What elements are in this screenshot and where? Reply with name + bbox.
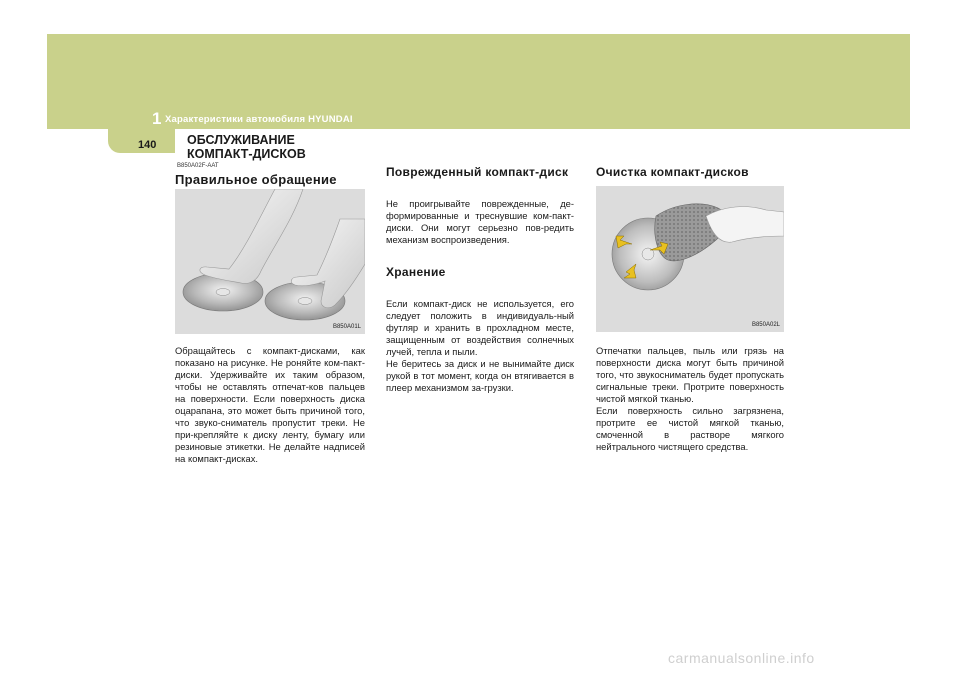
chapter-number: 1 — [152, 109, 162, 128]
heading-cleaning: Очистка компакт-дисков — [596, 165, 749, 179]
section-title-line2: КОМПАКТ-ДИСКОВ — [187, 147, 306, 161]
heading-storage: Хранение — [386, 265, 446, 279]
hand-left — [200, 189, 303, 284]
heading-damaged-cd: Поврежденный компакт-диск — [386, 165, 569, 179]
text-storage — [386, 298, 574, 394]
paragraph-cleaning-1: Отпечатки пальцев, пыль или грязь на поверхности диска могут быть причиной того, что звукосниматель будет пропускать сигнальные треки. Протрите поверхность чистой мягкой тканью. — [596, 345, 784, 404]
cleaning-illustration — [596, 186, 784, 332]
text-damaged-cd — [386, 198, 574, 246]
text-cleaning — [596, 345, 784, 453]
paragraph-cleaning-2: Если поверхность сильно загрязнена, протрите ее чистой мягкой тканью, смоченной в растворе мягкого нейтрального чистящего средства. — [596, 405, 784, 452]
text-handling — [175, 345, 365, 465]
paragraph-storage-1: Если компакт-диск не используется, его следует положить в индивидуаль-ный футляр и хранить в прохладном месте, защищенным от воздействия солнечных лучей, тепла и пыли. — [386, 298, 574, 357]
heading-handling: Правильное обращение — [175, 172, 337, 187]
paragraph-storage-2: Не беритесь за диск и не вынимайте диск рукой в тот момент, когда он втягивается в плеер механизмом за-грузки. — [386, 358, 574, 393]
watermark: carmanualsonline.info — [668, 650, 815, 666]
page-number: 140 — [138, 139, 157, 151]
section-code: B850A02F-AAT — [177, 163, 219, 169]
figure-cleaning — [596, 186, 784, 332]
figure-handling — [175, 189, 365, 334]
section-title — [187, 133, 306, 161]
figure-label-2: B850A02L — [751, 322, 780, 328]
paragraph-handling: Обращайтесь с компакт-дисками, как показано на рисунке. Не роняйте ком-пакт-диски. Удерживайте их таким образом, чтобы не оставлять отпечат-ков пальцев на поверхности. Если поверхность диска оцарапана, это может быть причиной того, что звуко-сниматель пропустит треки. Не при-крепляйте к диску ленту, бумагу или резиновые этикетки. Не делайте надписей на компакт-дисках. — [175, 345, 365, 464]
hand-cleaning — [706, 207, 784, 243]
handling-illustration — [175, 189, 365, 334]
figure-label-1: B850A01L — [332, 324, 361, 330]
section-title-line1: ОБСЛУЖИВАНИЕ — [187, 133, 295, 147]
chapter-title: Характеристики автомобиля HYUNDAI — [165, 114, 353, 125]
paragraph-damaged-cd: Не проигрывайте поврежденные, де-формированные и треснувшие ком-пакт-диски. Они могут серьезно пов-редить механизм воспроизведения. — [386, 198, 574, 245]
